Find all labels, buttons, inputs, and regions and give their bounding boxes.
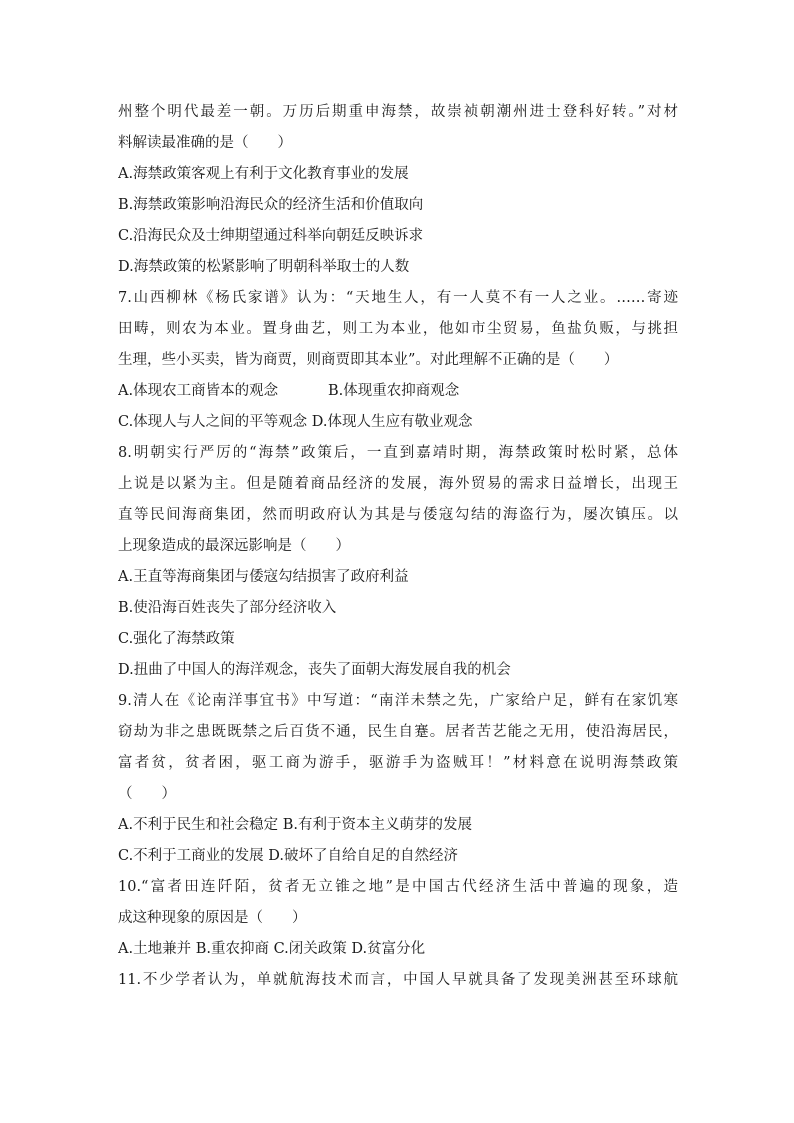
question-text-line: 8.明朝实行严厉的“海禁”政策后，一直到嘉靖时期，海禁政策时松时紧，总体 — [118, 445, 678, 461]
option-cd: C.体现人与人之间的平等观念 D.体现人生应有敬业观念 — [118, 414, 473, 430]
question-text-line: 生理，些小买卖，皆为商贾，则商贾即其本业”。对此理解不正确的是（ ） — [118, 352, 619, 368]
option-c: C.沿海民众及士绅期望通过科举向朝廷反映诉求 — [118, 228, 424, 244]
question-text-line: 10.“富者田连阡陌，贫者无立锥之地”是中国古代经济生活中普遍的现象，造 — [118, 879, 678, 895]
option-cd: C.不利于工商业的发展 D.破坏了自给自足的自然经济 — [118, 848, 459, 864]
question-text-line: 11.不少学者认为，单就航海技术而言，中国人早就具备了发现美洲甚至环球航 — [118, 972, 678, 988]
question-11 — [118, 965, 678, 996]
question-text-line: 窃劫为非之患既既禁之后百货不通，民生自蹇。居者苦艺能之无用，使沿海居民， — [118, 724, 678, 740]
option-c: C.强化了海禁政策 — [118, 631, 235, 647]
question-text-line: 7.山西柳林《杨氏家谱》认为：“天地生人，有一人莫不有一人之业。……寄迹 — [118, 290, 678, 306]
question-text-line: 9.清人在《论南洋事宜书》中写道：“南洋未禁之先，广家给户足，鲜有在家饥寒 — [118, 693, 678, 709]
document-page — [118, 97, 678, 996]
option-abcd: A.土地兼并 B.重农抑商 C.闭关政策 D.贫富分化 — [118, 941, 426, 957]
option-ab: A.不利于民生和社会稳定 B.有利于资本主义萌芽的发展 — [118, 817, 472, 833]
question-text-line: （ ） — [118, 786, 176, 802]
question-7 — [118, 283, 678, 438]
option-b: B.使沿海百姓丧失了部分经济收入 — [118, 600, 337, 616]
question-text-line: 上现象造成的最深远影响是（ ） — [118, 538, 350, 554]
question-9 — [118, 686, 678, 872]
question-text-line: 富者贫，贫者困，驱工商为游手，驱游手为盗贼耳！”材料意在说明海禁政策 — [118, 755, 678, 771]
option-d: D.海禁政策的松紧影响了明朝科举取士的人数 — [118, 259, 410, 275]
question-8 — [118, 438, 678, 686]
question-text-line: 田畴，则农为本业。置身曲艺，则工为本业，他如市尘贸易，鱼盐负贩，与挑担 — [118, 321, 678, 337]
option-a: A.体现农工商皆本的观念 — [118, 383, 279, 399]
option-d: D.扭曲了中国人的海洋观念，丧失了面朝大海发展自我的机会 — [118, 662, 511, 678]
option-a: A.海禁政策客观上有利于文化教育事业的发展 — [118, 166, 409, 182]
question-text-line: 上说是以紧为主。但是随着商品经济的发展，海外贸易的需求日益增长，出现王 — [118, 476, 678, 492]
question-text-line: 料解读最准确的是（ ） — [118, 135, 292, 151]
question-text-line: 州整个明代最差一朝。万历后期重申海禁，故崇祯朝潮州进士登科好转。”对材 — [118, 104, 678, 120]
option-b: B.体现重农抑商观念 — [328, 383, 460, 399]
question-10 — [118, 872, 678, 965]
option-row — [118, 376, 678, 407]
question-text-line: 成这种现象的原因是（ ） — [118, 910, 307, 926]
option-b: B.海禁政策影响沿海民众的经济生活和价值取向 — [118, 197, 424, 213]
question-text-line: 直等民间海商集团，然而明政府认为其是与倭寇勾结的海盗行为，屡次镇压。以 — [118, 507, 678, 523]
option-a: A.王直等海商集团与倭寇勾结损害了政府利益 — [118, 569, 409, 585]
question-6 — [118, 97, 678, 283]
